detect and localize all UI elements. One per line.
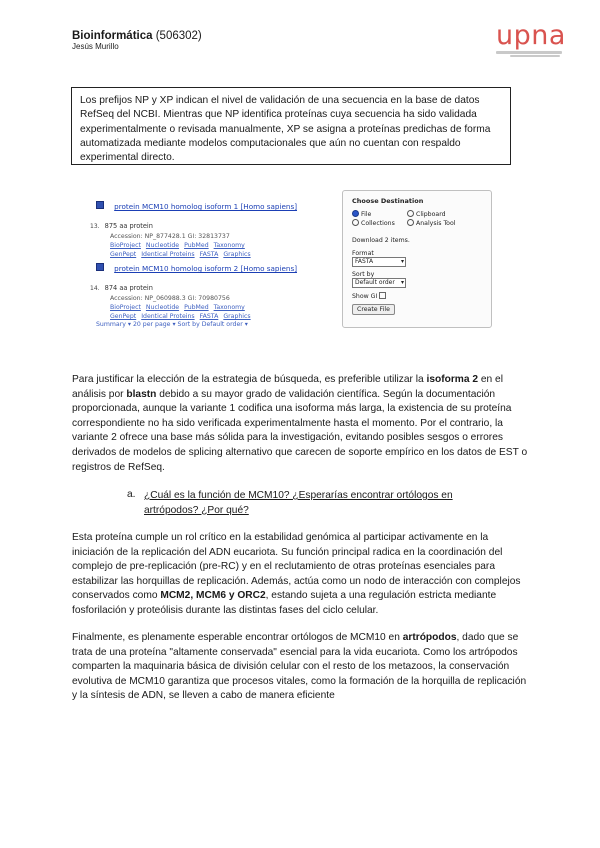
link-taxonomy[interactable]: Taxonomy bbox=[213, 304, 245, 311]
link-bioproject[interactable]: BioProject bbox=[110, 242, 141, 249]
text-run: Finalmente, es plenamente esperable encontrar ortólogos de MCM10 en bbox=[72, 632, 403, 643]
link-identical[interactable]: Identical Proteins bbox=[141, 251, 195, 258]
radio-analysis-label: Analysis Tool bbox=[416, 220, 456, 227]
link-genpept[interactable]: GenPept bbox=[110, 251, 137, 258]
radio-analysis[interactable] bbox=[407, 219, 414, 226]
logo-subline-1 bbox=[496, 51, 562, 54]
bold-blastn: blastn bbox=[126, 388, 157, 400]
function-paragraph bbox=[72, 531, 530, 619]
show-gi-checkbox[interactable] bbox=[379, 292, 386, 299]
show-gi-label: Show GI bbox=[352, 293, 378, 300]
link-fasta[interactable]: FASTA bbox=[199, 313, 219, 320]
text-run: , estando sujeta a una regulación estricta mediante fosforilación y proteólisis durante las distintas fases del ciclo celular. bbox=[72, 590, 497, 616]
link-graphics[interactable]: Graphics bbox=[223, 251, 251, 258]
result-title-link[interactable]: protein MCM10 homolog isoform 2 [Homo sapiens] bbox=[114, 264, 298, 273]
radio-clipboard-label: Clipboard bbox=[416, 211, 446, 218]
ncbi-results-screenshot bbox=[92, 190, 492, 335]
link-fasta[interactable]: FASTA bbox=[199, 251, 219, 258]
link-taxonomy[interactable]: Taxonomy bbox=[213, 242, 245, 249]
radio-file[interactable] bbox=[352, 210, 359, 217]
link-nucleotide[interactable]: Nucleotide bbox=[145, 242, 180, 249]
upna-logo bbox=[496, 20, 566, 70]
radio-file-label: File bbox=[361, 211, 372, 218]
result-title-link[interactable]: protein MCM10 homolog isoform 1 [Homo sapiens] bbox=[114, 202, 298, 211]
result-accession: Accession: NP_877428.1 GI: 32813737 bbox=[110, 233, 230, 240]
link-nucleotide[interactable]: Nucleotide bbox=[145, 304, 180, 311]
checkbox-icon[interactable] bbox=[96, 263, 104, 271]
radio-collections-label: Collections bbox=[361, 220, 395, 227]
text-run: Esta proteína cumple un rol crítico en la estabilidad genómica al participar activamente en la iniciación de la replicación del ADN eucariota. Su función principal radica en la coordinación del complejo de pre-replicación (pre-RC) y en el reclutamiento de otras proteínas esenciales para estabilizar las horquillas de replicación. Además, actúa como un nodo de interacción con complejos conservados como bbox=[72, 532, 521, 602]
result-links bbox=[110, 303, 336, 312]
justification-paragraph bbox=[72, 373, 528, 475]
course-code: (506302) bbox=[155, 30, 202, 42]
text-run: Para justificar la elección de la estrategia de búsqueda, es preferible utilizar la bbox=[72, 374, 427, 385]
link-bioproject[interactable]: BioProject bbox=[110, 304, 141, 311]
final-paragraph bbox=[72, 631, 528, 704]
create-file-button[interactable]: Create File bbox=[352, 304, 395, 315]
logo-subline-2 bbox=[510, 55, 560, 58]
checkbox-icon[interactable] bbox=[96, 201, 104, 209]
result-number: 13. bbox=[90, 223, 100, 230]
format-select[interactable]: FASTA ▾ bbox=[352, 257, 406, 267]
info-box: Los prefijos NP y XP indican el nivel de validación de una secuencia en la base de datos RefSeq del NCBI. Mientras que NP identifica proteínas cuya secuencia ha sido validada experimentalmente o revisada manualmente, XP se asigna a proteínas predichas de forma automatizada mediante modelos computacionales que aún no cuentan con respaldo experimental directo. bbox=[71, 87, 511, 165]
result-item bbox=[90, 256, 336, 321]
download-label: Download 2 items. bbox=[352, 237, 410, 244]
result-links bbox=[110, 241, 336, 250]
bold-complexes: MCM2, MCM6 y ORC2 bbox=[160, 590, 266, 602]
radio-collections[interactable] bbox=[352, 219, 359, 226]
results-footer[interactable]: Summary ▾ 20 per page ▾ Sort by Default order ▾ bbox=[96, 321, 248, 328]
sort-label: Sort by bbox=[352, 271, 375, 278]
text-run: debido a su mayor grado de validación científica. Según la documentación proporcionada, aunque la variante 1 codifica una isoforma más larga, la existencia de su proteína correspondiente no ha sido verificada experimentalmente hasta el momento. Por el contrario, la variante 2 ofrece una base más sólida para la investigación, evitando posibles sesgos o errores derivados de modelos de splicing alternativo que carecen de soporte empírico en los datos de EST o registros de RefSeq. bbox=[72, 388, 528, 473]
course-name: Bioinformática bbox=[72, 30, 153, 42]
link-pubmed[interactable]: PubMed bbox=[184, 242, 209, 249]
link-identical[interactable]: Identical Proteins bbox=[141, 313, 195, 320]
link-genpept[interactable]: GenPept bbox=[110, 313, 137, 320]
question-number: a. bbox=[127, 489, 136, 500]
text-run: en el análisis por bbox=[72, 374, 503, 400]
result-length: 874 aa protein bbox=[104, 284, 153, 292]
sort-select[interactable]: Default order ▾ bbox=[352, 278, 406, 288]
question-text: ¿Cuál es la función de MCM10? ¿Esperarías encontrar ortólogos en artrópodos? ¿Por qué? bbox=[144, 490, 453, 516]
result-item bbox=[90, 194, 336, 259]
result-number: 14. bbox=[90, 285, 100, 292]
choose-destination-panel bbox=[342, 190, 492, 328]
panel-title: Choose Destination bbox=[352, 197, 424, 205]
logo-word: upna bbox=[496, 20, 566, 51]
result-accession: Accession: NP_060988.3 GI: 70980756 bbox=[110, 295, 230, 302]
format-label: Format bbox=[352, 250, 374, 257]
bold-artropodos: artrópodos bbox=[402, 632, 457, 643]
link-pubmed[interactable]: PubMed bbox=[184, 304, 209, 311]
author-name: Jesús Murillo bbox=[72, 42, 119, 51]
radio-clipboard[interactable] bbox=[407, 210, 414, 217]
result-length: 875 aa protein bbox=[104, 222, 153, 230]
link-graphics[interactable]: Graphics bbox=[223, 313, 251, 320]
bold-isoforma: isoforma 2 bbox=[426, 374, 479, 385]
text-run: , dado que se trata de una proteína "altamente conservada" esencial para la vida eucariota. Como los artrópodos comparten la maquinaria básica de división celular con el resto de los metazoos, la conservación evolutiva de MCM10 garantiza que procesos vitales, como la formación de la horquilla de replicación y la síntesis de ADN, se lleven a cabo de manera eficiente bbox=[72, 632, 527, 702]
